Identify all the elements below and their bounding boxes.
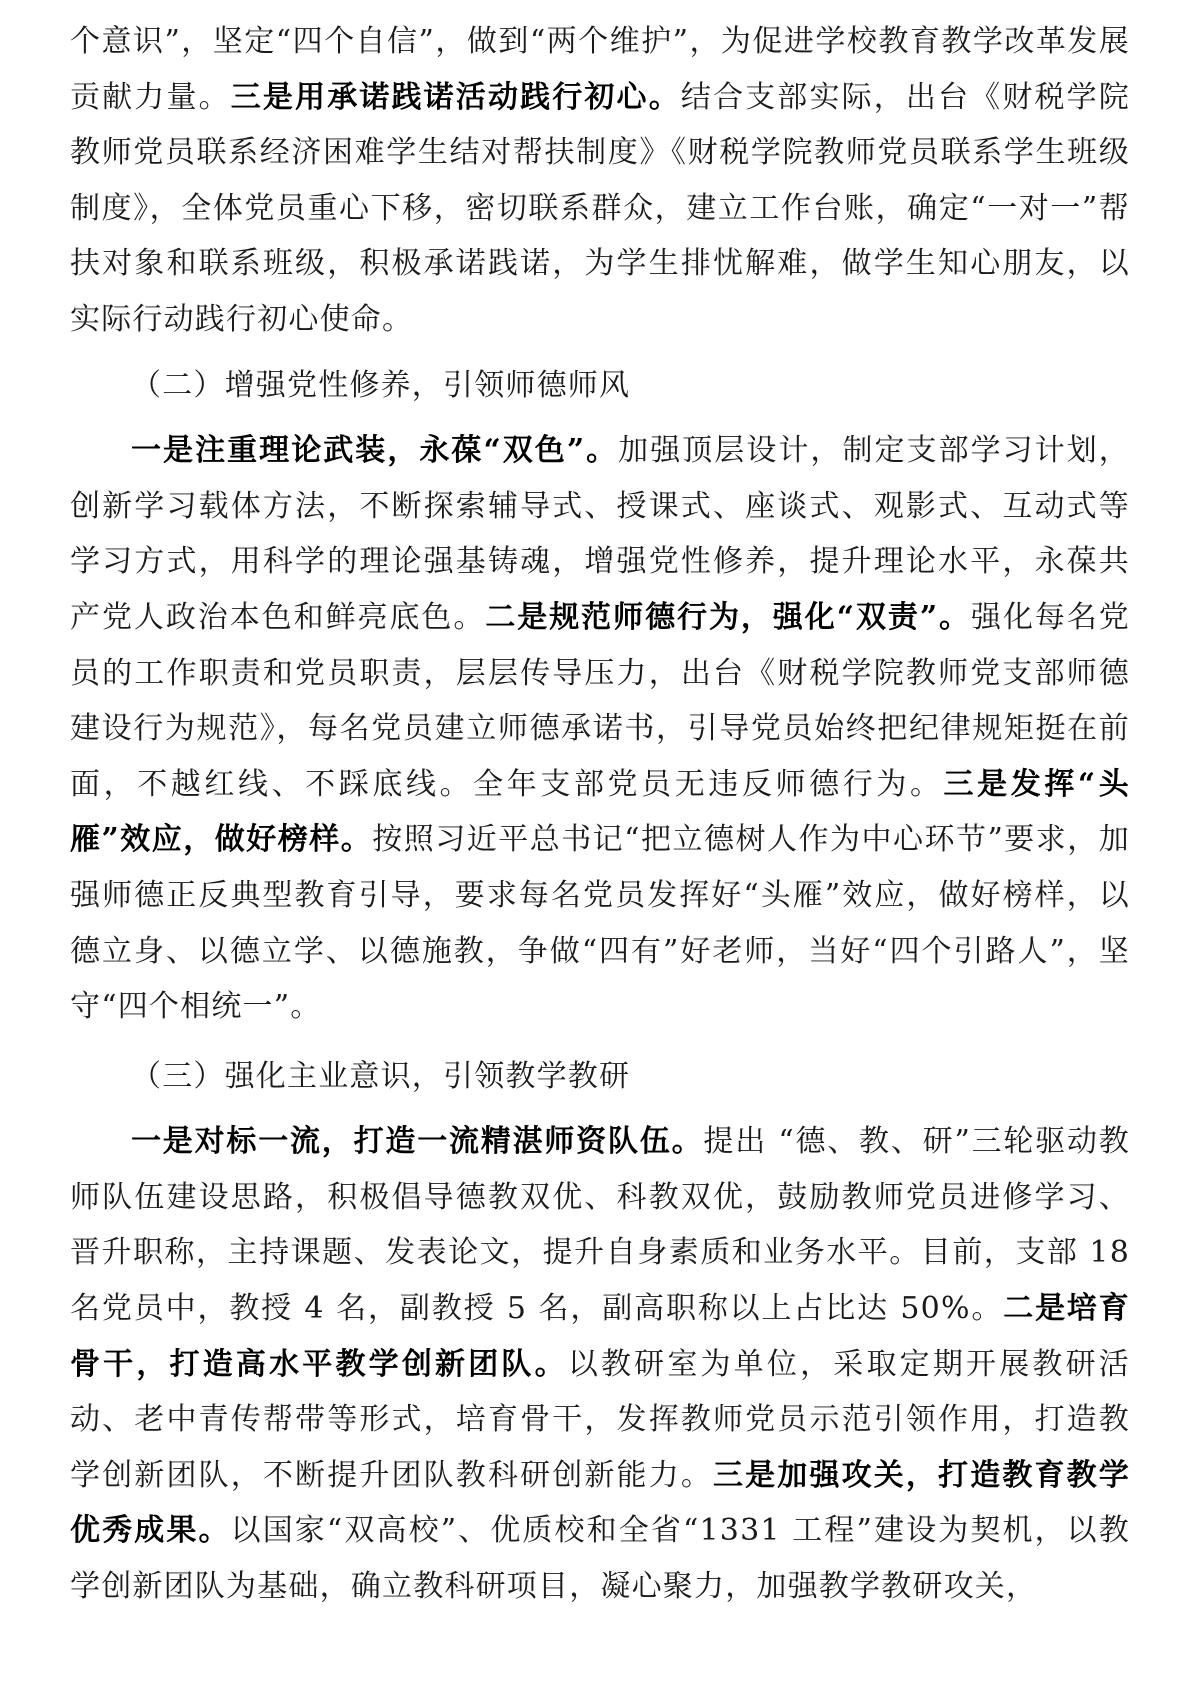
bold-lead-phrase: 一是对标一流，打造一流精湛师资队伍。	[131, 1124, 704, 1160]
paragraph-party-spirit	[70, 423, 1130, 1035]
text-segment: 以教研室为单位，采取定期开展教研活动、老中青传帮带等形式，培育骨干，发挥教师党员示范引领作用，打造教学创新团队，不断提升团队教科研创新能力。	[70, 1346, 1131, 1493]
section-heading-2: （二）增强党性修养，引领师德师风	[131, 367, 631, 403]
text-segment: 加强顶层设计，制定支部学习计划，创新学习载体方法，不断探索辅导式、授课式、座谈式、观影式、互动式等学习方式，用科学的理论强基铸魂，增强党性修养，提升理论水平，永葆共产党人政治本色和鲜亮底色。	[70, 433, 1130, 635]
text-segment: 提出 “德、教、研”三轮驱动教师队伍建设思路，积极倡导德教双优、科教双优，鼓励教师党员进修学习、晋升职称，主持课题、发表论文，提升自身素质和业务水平。目前，支部 18 名党员中，教授 4 名，副教授 5 名，副高职称以上占比达 50%。	[70, 1124, 1130, 1327]
bold-lead-phrase: 三是用承诺践诺活动践行初心。	[230, 79, 681, 115]
text-segment: 以国家“双高校”、优质校和全省“1331 工程”建设为契机，以教学创新团队为基础，确立教科研项目，凝心聚力，加强教学教研攻关，	[70, 1513, 1130, 1605]
text-segment: 强化每名党员的工作职责和党员职责，层层传导压力，出台《财税学院教师党支部师德建设行为规范》，每名党员建立师德承诺书，引导党员始终把纪律规矩挺在前面，不越红线、不踩底线。全年支部党员无违反师德行为。	[70, 599, 1131, 802]
paragraph-continuation	[70, 14, 1130, 348]
text-segment: 按照习近平总书记“把立德树人作为中心环节”要求，加强师德正反典型教育引导，要求每名党员发挥好“头雁”效应，做好榜样，以德立身、以德立学、以德施教，争做“四有”好老师，当好“四个引路人”，坚守“四个相统一”。	[70, 822, 1130, 1025]
bold-lead-phrase: 二是培育骨干，打造高水平教学创新团队。	[70, 1291, 1130, 1382]
text-segment: 个意识”，坚定“四个自信”，做到“两个维护”，为促进学校教育教学改革发展贡献力量。	[70, 24, 1130, 115]
text-segment: 结合支部实际，出台《财税学院教师党员联系经济困难学生结对帮扶制度》《财税学院教师党员联系学生班级制度》，全体党员重心下移，密切联系群众，建立工作台账，确定“一对一”帮扶对象和联系班级，积极承诺践诺，为学生排忧解难，做学生知心朋友，以实际行动践行初心使命。	[70, 79, 1130, 337]
bold-lead-phrase: 二是规范师德行为，强化“双责”。	[485, 599, 972, 635]
document-page	[70, 14, 1130, 1615]
bold-lead-phrase: 三是发挥“头雁”效应，做好榜样。	[70, 766, 1130, 858]
paragraph-teaching-research	[70, 1114, 1130, 1614]
bold-lead-phrase: 三是加强攻关，打造教育教学优秀成果。	[70, 1457, 1130, 1549]
bold-lead-phrase: 一是注重理论武装，永葆“双色”。	[131, 433, 619, 469]
section-heading-3: （三）强化主业意识，引领教学教研	[131, 1058, 631, 1094]
